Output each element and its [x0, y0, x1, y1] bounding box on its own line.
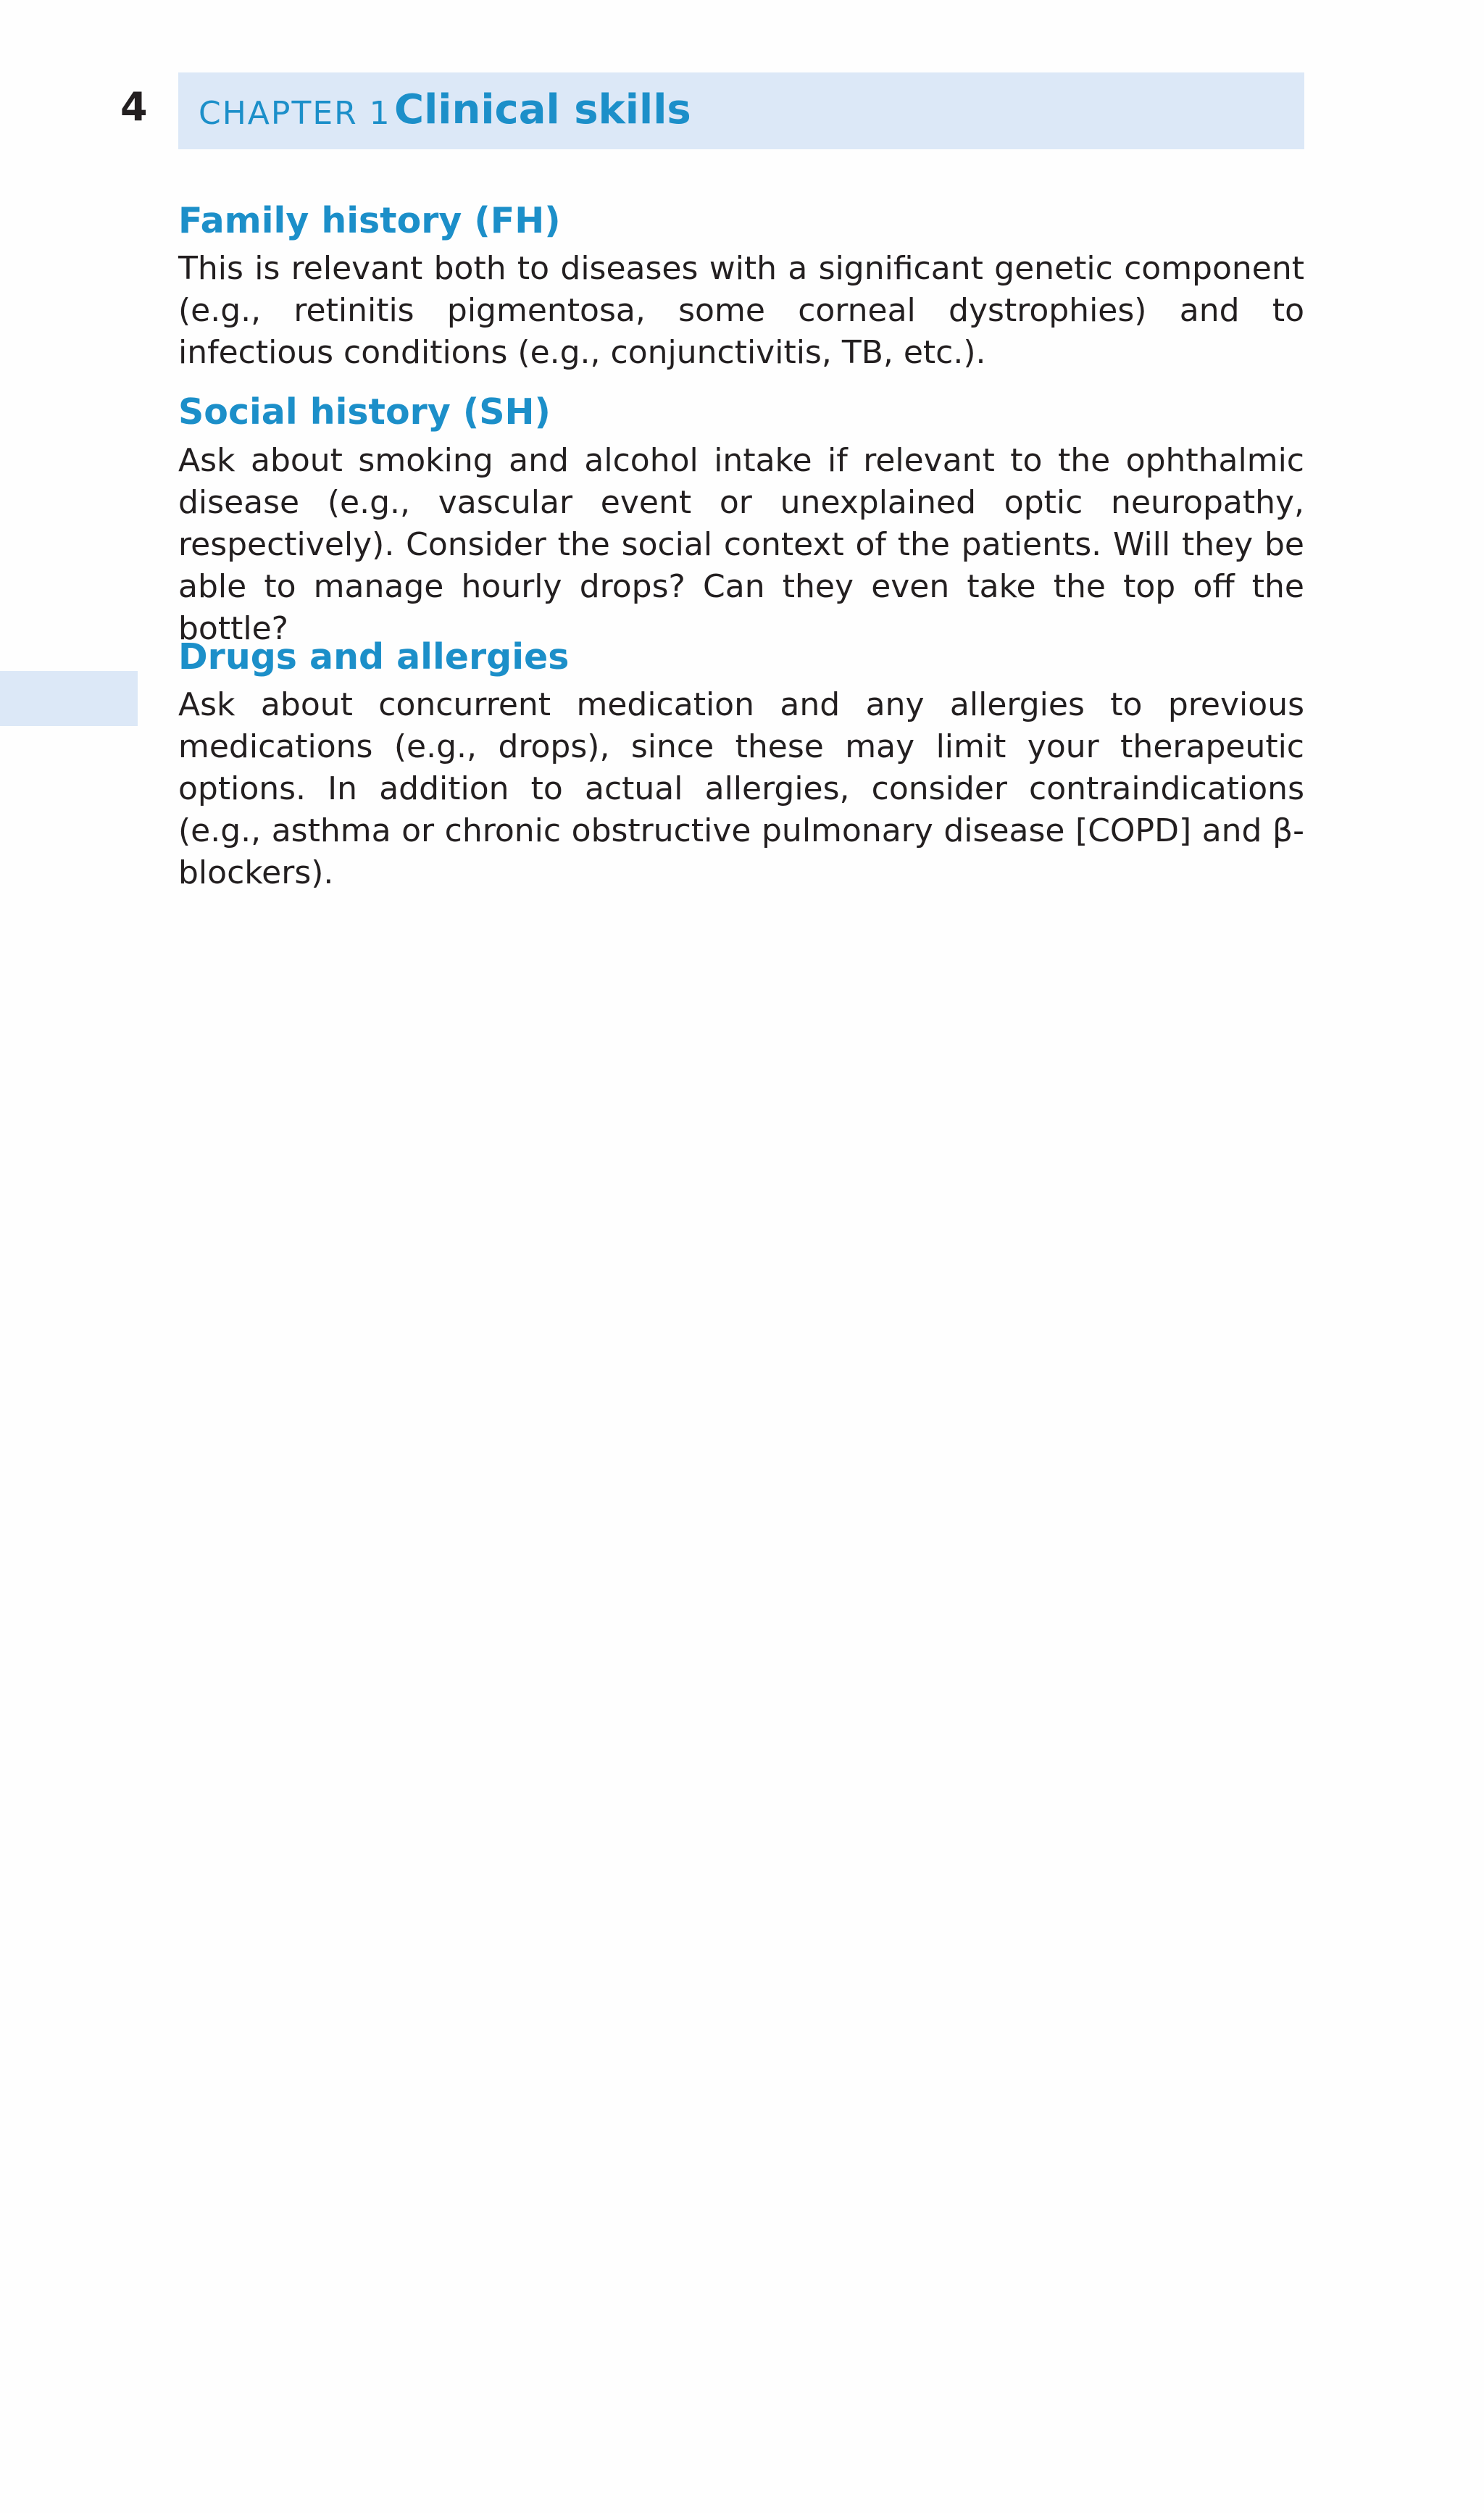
chapter-title: Clinical skills [394, 86, 691, 133]
page-number: 4 [120, 84, 148, 130]
section-heading-social-history: Social history (SH) [178, 391, 551, 433]
section-heading-drugs-allergies: Drugs and allergies [178, 636, 570, 678]
chapter-side-tab [0, 671, 138, 726]
section-body-social-history: Ask about smoking and alcohol intake if relevant to the ophthalmic disease (e.g., vascular event or unexplained optic neuropathy, respectively). Consider the social context of the patients. Will they be able to manage hourly drops? Can they even take the top off the bottle? [178, 442, 1304, 647]
section-body-family-history: This is relevant both to diseases with a significant genetic component (e.g., retinitis pigmentosa, some corneal dystrophies) and to infectious conditions (e.g., conjunctivitis, TB, etc.). [178, 250, 1304, 371]
section-heading-family-history: Family history (FH) [178, 200, 561, 241]
section-body-drugs-allergies: Ask about concurrent medication and any allergies to previous medications (e.g., drops), since these may limit your therapeutic options. In addition to actual allergies, consider contraindications (e.g., asthma or chronic obstructive pulmonary disease [COPD] and β-blockers). [178, 686, 1304, 891]
chapter-label: CHAPTER 1 [199, 95, 391, 132]
